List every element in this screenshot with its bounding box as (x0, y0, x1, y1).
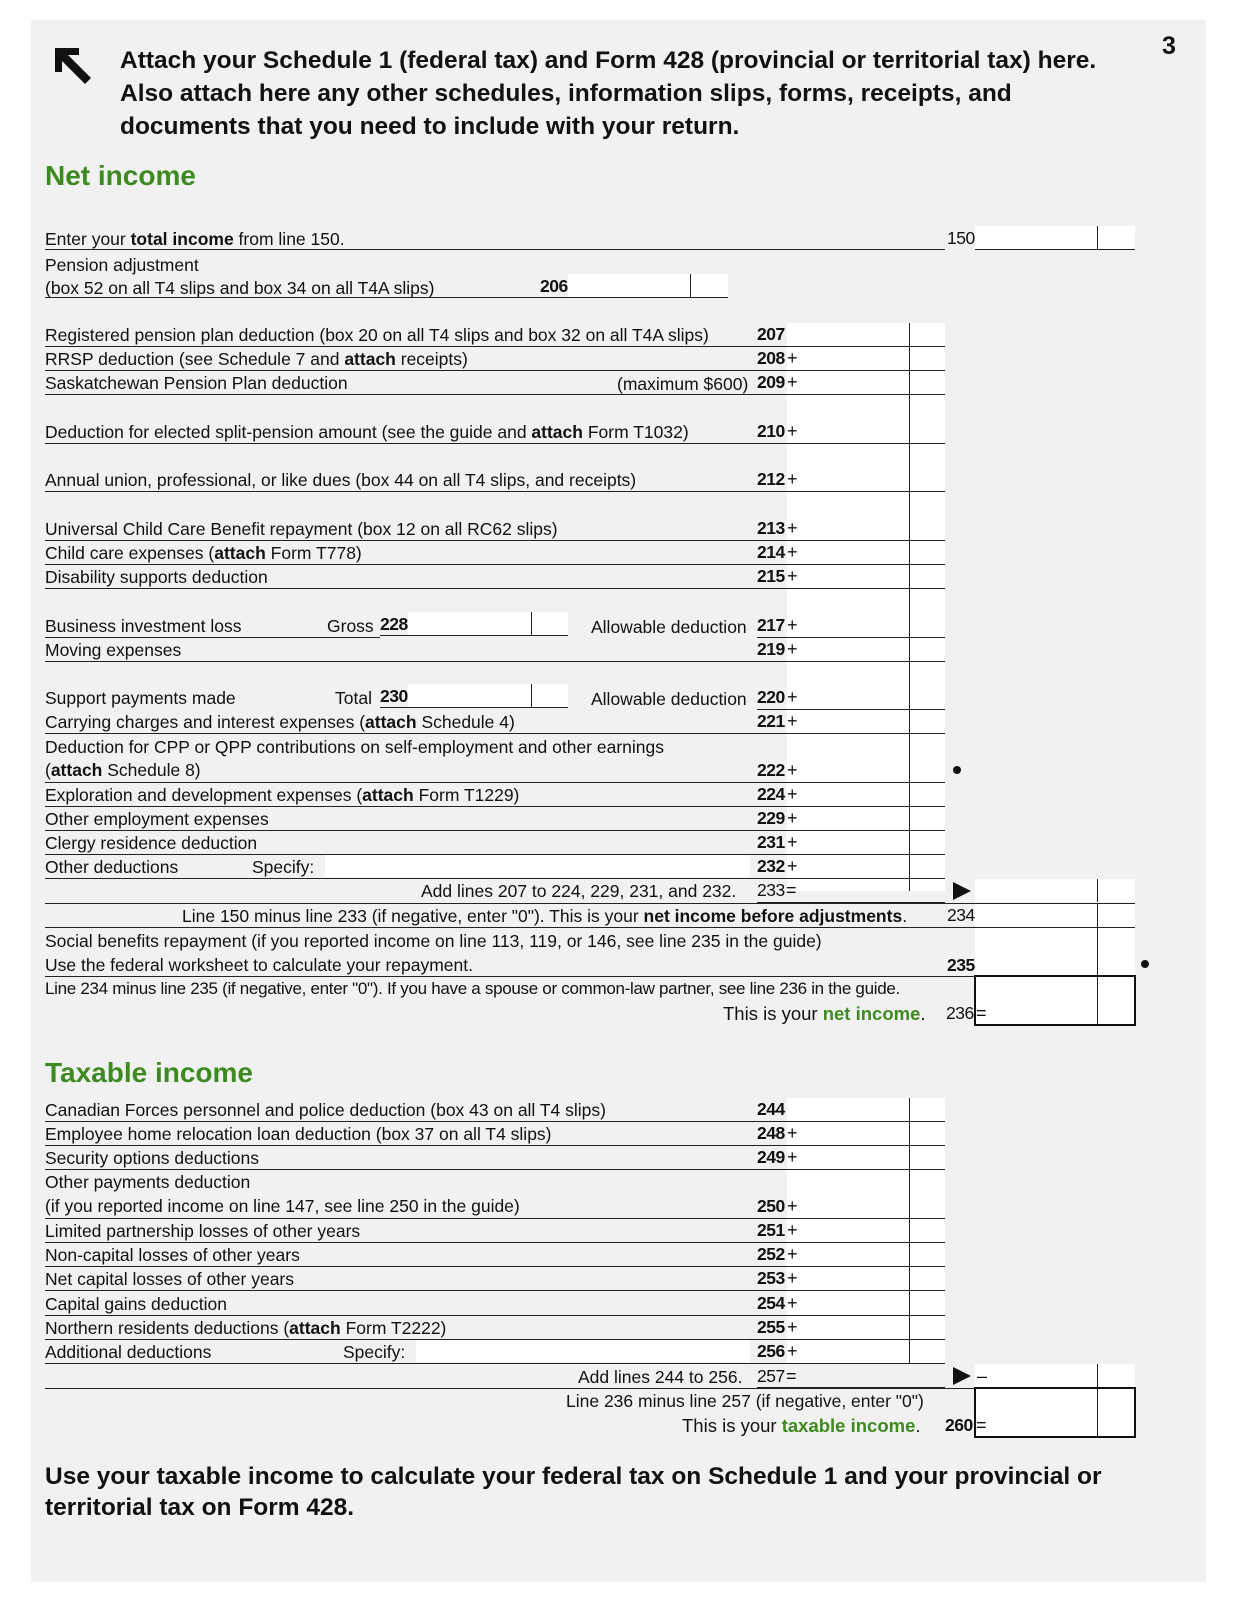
rule (45, 637, 380, 638)
cents-separator (1097, 904, 1098, 927)
line-232-label: Other deductions (45, 857, 179, 877)
line-213-number: 213 (757, 518, 785, 538)
plus-sign: + (787, 856, 798, 876)
line-231-number: 231 (757, 832, 785, 852)
line-212-number: 212 (757, 469, 785, 489)
plus-sign: + (787, 615, 798, 635)
rule (45, 1218, 945, 1219)
plus-sign: + (787, 518, 798, 538)
plus-sign: + (787, 808, 798, 828)
rule (45, 1145, 945, 1146)
cents-separator (909, 1098, 910, 1364)
cents-separator (1097, 928, 1098, 976)
line-222-sublabel: (attach Schedule 8) (45, 760, 201, 780)
line-251-label: Limited partnership losses of other years (45, 1221, 361, 1241)
equals-sign: = (976, 1415, 987, 1435)
rule (45, 1363, 945, 1364)
rule (45, 491, 945, 492)
line-219-label: Moving expenses (45, 640, 182, 660)
plus-sign: + (787, 711, 798, 731)
plus-sign: + (787, 1341, 798, 1361)
line-215-number: 215 (757, 566, 785, 586)
rule (540, 297, 728, 298)
line-208-label: RRSP deduction (see Schedule 7 and attach receipts) (45, 349, 468, 369)
taxable-income-title: Taxable income (45, 1057, 254, 1088)
line-235-number: 235 (947, 955, 975, 975)
line-234-number: 234 (947, 905, 975, 925)
plus-sign: + (787, 348, 798, 368)
allowable-deduction-label: Allowable deduction (591, 617, 747, 637)
line-233-label: Add lines 207 to 224, 229, 231, and 232. (421, 881, 737, 901)
line-252-number: 252 (757, 1244, 785, 1264)
rule (757, 637, 945, 638)
cents-separator (1097, 226, 1098, 249)
rule (45, 1315, 945, 1316)
page-number: 3 (1162, 32, 1176, 60)
line-257-carry-input[interactable] (975, 1364, 1135, 1387)
rule (45, 1266, 945, 1267)
gross-label: Gross (327, 616, 374, 636)
line-217-label: Business investment loss (45, 616, 242, 636)
plus-sign: + (787, 542, 798, 562)
line-234-input[interactable] (975, 904, 1135, 927)
line-234-label: Line 150 minus line 233 (if negative, enter "0"). This is your net income before adjustments. (182, 906, 908, 926)
specify-label: Specify: (343, 1342, 406, 1362)
net-income-title: Net income (45, 160, 196, 191)
line-150-label: Enter your total income from line 150. (45, 229, 345, 249)
cents-separator (1097, 879, 1098, 902)
line-251-number: 251 (757, 1220, 785, 1240)
rule (45, 346, 945, 347)
allowable-deduction-label: Allowable deduction (591, 689, 747, 709)
rule (45, 564, 945, 565)
line-231-label: Clergy residence deduction (45, 833, 258, 853)
rule (975, 249, 1135, 250)
line-210-number: 210 (757, 421, 785, 441)
line-260-label: Line 236 minus line 257 (if negative, enter "0") (566, 1391, 924, 1411)
line-209-label: Saskatchewan Pension Plan deduction (45, 373, 348, 393)
line-256-number: 256 (757, 1341, 785, 1361)
total-label: Total (335, 688, 372, 708)
line-254-number: 254 (757, 1293, 785, 1313)
plus-sign: + (787, 1147, 798, 1167)
line-207-number: 207 (757, 324, 785, 344)
line-236-label: Line 234 minus line 235 (if negative, enter "0"). If you have a spouse or common-law partner, see line 236 in the guide. (45, 979, 900, 998)
line-150-input[interactable] (975, 226, 1135, 249)
plus-sign: + (787, 566, 798, 586)
plus-sign: + (787, 1268, 798, 1288)
arrow-right-icon (953, 1367, 971, 1385)
rule (45, 830, 945, 831)
line-222-number: 222 (757, 760, 785, 780)
bullet-icon (953, 766, 961, 774)
line-253-label: Net capital losses of other years (45, 1269, 295, 1289)
line-221-number: 221 (757, 711, 785, 731)
rule (380, 707, 568, 708)
line-220-number: 220 (757, 687, 785, 707)
line-228-input[interactable] (408, 612, 568, 635)
line-230-number: 230 (380, 686, 408, 706)
line-248-label: Employee home relocation loan deduction (box 37 on all T4 slips) (45, 1124, 552, 1144)
line-256-specify-input[interactable] (416, 1340, 750, 1362)
specify-label: Specify: (252, 857, 315, 877)
line-257-number: 257 (757, 1366, 785, 1386)
equals-sign: = (976, 1003, 987, 1023)
arrow-right-icon (953, 882, 971, 900)
line-222-label: Deduction for CPP or QPP contributions on self-employment and other earnings (45, 737, 664, 757)
plus-sign: + (787, 372, 798, 392)
plus-sign: + (787, 1220, 798, 1240)
equals-sign: = (786, 1366, 797, 1386)
line-233-number: 233 (757, 880, 785, 900)
rule (45, 540, 945, 541)
equals-sign: = (786, 880, 797, 900)
rule (45, 806, 945, 807)
line-228-number: 228 (380, 614, 408, 634)
line-206-input[interactable] (568, 274, 728, 297)
line-212-label: Annual union, professional, or like dues (box 44 on all T4 slips, and receipts) (45, 470, 637, 490)
line-229-label: Other employment expenses (45, 809, 269, 829)
line-255-number: 255 (757, 1317, 785, 1337)
line-244-label: Canadian Forces personnel and police deduction (box 43 on all T4 slips) (45, 1100, 606, 1120)
line-213-label: Universal Child Care Benefit repayment (box 12 on all RC62 slips) (45, 519, 558, 539)
plus-sign: + (787, 784, 798, 804)
line-230-input[interactable] (408, 684, 568, 707)
rule (45, 1388, 1135, 1389)
plus-sign: + (787, 1317, 798, 1337)
plus-sign: + (787, 832, 798, 852)
line-219-number: 219 (757, 639, 785, 659)
line-260-number: 260 (945, 1415, 973, 1435)
line-249-number: 249 (757, 1147, 785, 1167)
rule (45, 394, 945, 395)
rule (45, 1121, 945, 1122)
line-248-number: 248 (757, 1123, 785, 1143)
plus-sign: + (787, 1244, 798, 1264)
line-220-label: Support payments made (45, 688, 236, 708)
line-209-maximum-note: (maximum $600) (617, 374, 749, 394)
line-257-label: Add lines 244 to 256. (578, 1367, 743, 1387)
rule (45, 588, 945, 589)
line-256-label: Additional deductions (45, 1342, 212, 1362)
line-236-input[interactable] (974, 975, 1136, 1026)
line-254-label: Capital gains deduction (45, 1294, 227, 1314)
line-214-label: Child care expenses (attach Form T778) (45, 543, 362, 563)
cents-separator (1097, 1389, 1098, 1436)
line-250-label: Other payments deduction (45, 1172, 251, 1192)
line-215-label: Disability supports deduction (45, 567, 268, 587)
line-217-number: 217 (757, 615, 785, 635)
rule (45, 370, 945, 371)
rule (45, 443, 945, 444)
plus-sign: + (787, 1123, 798, 1143)
plus-sign: + (787, 639, 798, 659)
footer-instructions: Use your taxable income to calculate your federal tax on Schedule 1 and your provincial or territorial tax on Form 428. (45, 1463, 1102, 1521)
line-210-label: Deduction for elected split-pension amount (see the guide and attach Form T1032) (45, 422, 689, 442)
rule (45, 297, 540, 298)
rule (757, 709, 945, 710)
line-229-number: 229 (757, 808, 785, 828)
line-235-sublabel: Use the federal worksheet to calculate your repayment. (45, 955, 473, 975)
line-207-label: Registered pension plan deduction (box 20 on all T4 slips and box 32 on all T4A slips) (45, 325, 709, 345)
line-208-number: 208 (757, 348, 785, 368)
cents-separator (531, 612, 532, 635)
rule (45, 249, 945, 250)
plus-sign: + (787, 469, 798, 489)
line-244-number: 244 (757, 1099, 785, 1119)
line-206-number: 206 (540, 276, 568, 296)
line-214-number: 214 (757, 542, 785, 562)
rule (45, 878, 945, 879)
line-236-net-income-label: This is your net income. (723, 1003, 926, 1024)
line-250-sublabel: (if you reported income on line 147, see line 250 in the guide) (45, 1196, 520, 1216)
rule (45, 903, 1135, 904)
line-260-taxable-income-label: This is your taxable income. (682, 1415, 921, 1436)
pension-adjustment-label: Pension adjustment (45, 255, 199, 275)
line-224-number: 224 (757, 784, 785, 804)
line-250-number: 250 (757, 1196, 785, 1216)
rule (380, 635, 568, 636)
rule (45, 782, 945, 783)
line-252-label: Non-capital losses of other years (45, 1245, 300, 1265)
line-249-label: Security options deductions (45, 1148, 260, 1168)
line-232-number: 232 (757, 856, 785, 876)
line-224-label: Exploration and development expenses (attach Form T1229) (45, 785, 520, 805)
line-260-input[interactable] (974, 1387, 1136, 1438)
line-232-specify-input[interactable] (325, 855, 750, 877)
line-235-input[interactable] (975, 928, 1135, 976)
bullet-icon (1141, 960, 1149, 968)
pension-adjustment-sublabel: (box 52 on all T4 slips and box 34 on all T4A slips) (45, 278, 435, 298)
cents-separator (531, 684, 532, 707)
line-233-carry-input[interactable] (975, 879, 1135, 902)
arrow-up-left-icon (53, 46, 93, 86)
line-253-number: 253 (757, 1268, 785, 1288)
line-150-number: 150 (947, 228, 975, 248)
rule (45, 1242, 945, 1243)
rule (45, 976, 1135, 977)
rule (45, 927, 1135, 928)
line-236-number: 236 (946, 1003, 974, 1023)
plus-sign: + (787, 421, 798, 441)
plus-sign: + (787, 1196, 798, 1216)
plus-sign: + (787, 687, 798, 707)
taxable-deductions-column[interactable] (787, 1098, 945, 1364)
line-255-label: Northern residents deductions (attach Form T2222) (45, 1318, 447, 1338)
rule (45, 1290, 945, 1291)
rule (45, 661, 945, 662)
plus-sign: + (787, 760, 798, 780)
line-221-label: Carrying charges and interest expenses (attach Schedule 4) (45, 712, 515, 732)
plus-sign: + (787, 1293, 798, 1313)
cents-separator (1097, 977, 1098, 1024)
rule (45, 1169, 945, 1170)
minus-sign: – (977, 1366, 988, 1386)
rule (45, 733, 945, 734)
line-209-number: 209 (757, 372, 785, 392)
line-235-label: Social benefits repayment (if you reported income on line 113, 119, or 146, see line 235 in the guide) (45, 931, 822, 951)
attach-instructions: Attach your Schedule 1 (federal tax) and Form 428 (provincial or territorial tax) here. Also attach here any other schedules, information slips, forms, receipts, and documents that you need to include with your return. (120, 47, 1097, 140)
cents-separator (690, 274, 691, 297)
cents-separator (1097, 1364, 1098, 1387)
